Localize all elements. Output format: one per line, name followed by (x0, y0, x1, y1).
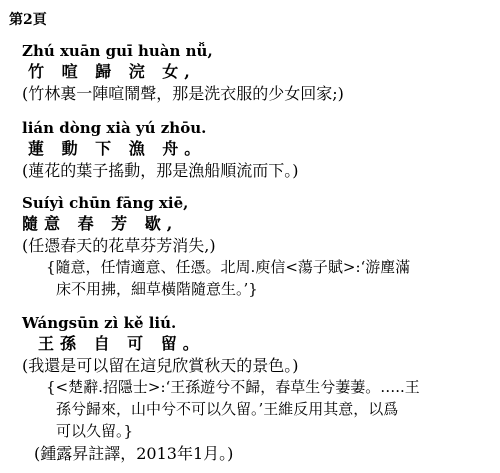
stanza-4-explanation: (我還是可以留在這兒欣賞秋天的景色。) (22, 356, 299, 375)
page-label: 第2頁 (9, 12, 47, 28)
stanza-4-chinese: 王孫 自 可 留。 (38, 334, 205, 353)
stanza-3-pinyin: Suíyì chūn fāng xiē, (22, 194, 189, 212)
stanza-4-pinyin: Wángsūn zì kě liú. (22, 314, 177, 332)
stanza-2-chinese: 蓮 動 下 漁 舟。 (28, 139, 207, 158)
stanza-2-pinyin: lián dòng xià yú zhōu. (22, 119, 207, 137)
stanza-4-note-line-2: 孫兮歸來，山中兮不可以久留。’王維反用其意，以爲 (56, 400, 399, 418)
stanza-3-note-line-2: 床不用拂，細草橫階隨意生。’} (56, 280, 258, 298)
stanza-1-pinyin: Zhú xuān guī huàn nǚ, (22, 42, 213, 60)
stanza-1-chinese: 竹 喧 歸 浣 女, (28, 62, 196, 81)
stanza-4-note-line-3: 可以久留。} (56, 422, 134, 440)
stanza-2-explanation: (蓮花的葉子搖動，那是漁船順流而下。) (22, 161, 299, 180)
stanza-3-explanation: (任憑春天的花草芬芳消失,) (22, 236, 216, 255)
stanza-3-chinese: 隨意 春 芳 歇, (22, 214, 179, 233)
stanza-1-explanation: (竹林裏一陣喧鬧聲，那是洗衣服的少女回家;) (22, 84, 344, 103)
stanza-3-note-line-1: {隨意，任情適意、任憑。北周.庾信<蕩子賦>:‘游塵滿 (46, 258, 411, 276)
stanza-4-note-line-1: {<楚辭.招隱士>:‘王孫遊兮不歸，春草生兮萋萋。…..王 (46, 378, 420, 396)
footer-note: (鍾露昇註譯，2013年1月。) (34, 444, 234, 463)
